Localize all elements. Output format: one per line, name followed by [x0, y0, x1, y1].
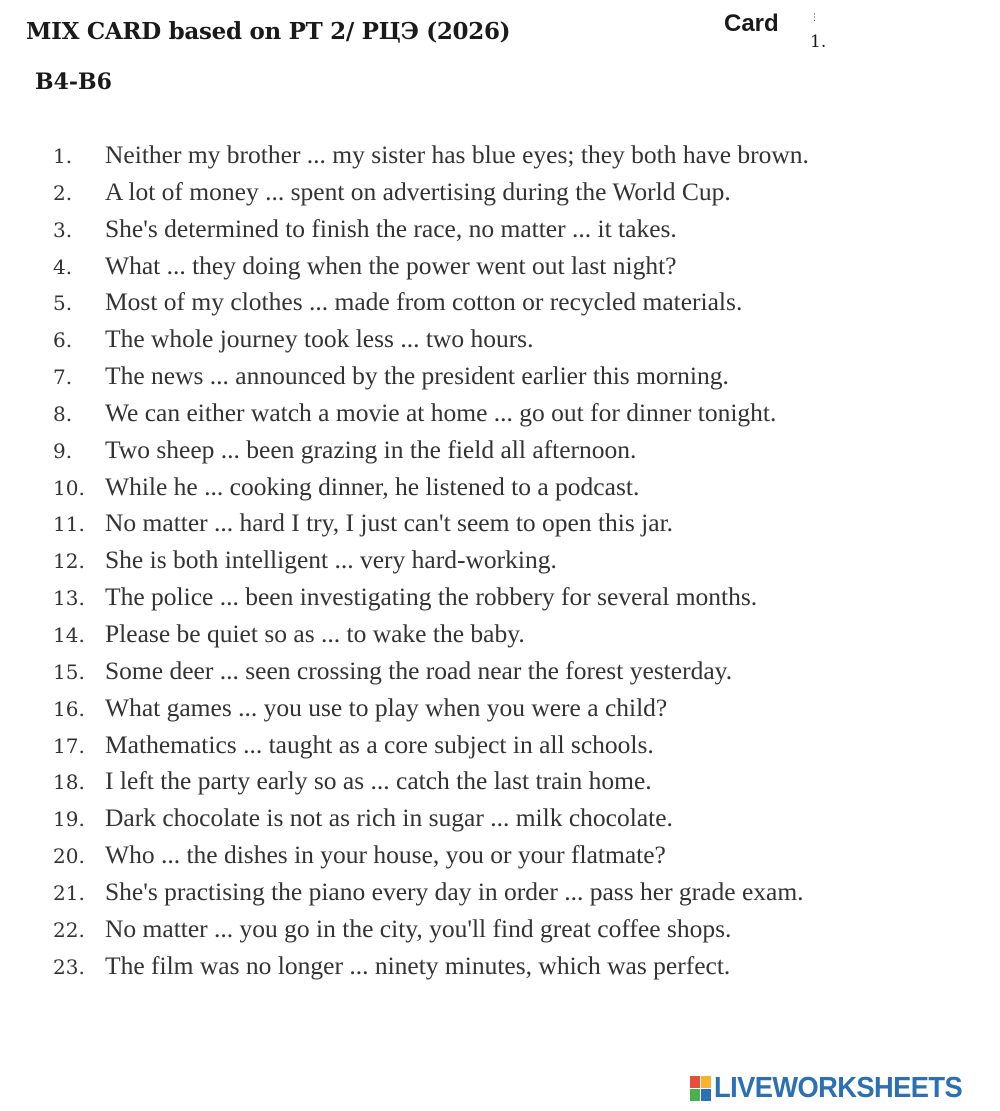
question-item — [0, 951, 1000, 988]
question-number: 12. — [53, 549, 85, 574]
question-text: We can either watch a movie at home ... go out for dinner tonight. — [105, 397, 777, 427]
question-list — [0, 140, 1000, 987]
question-item — [0, 914, 1000, 951]
question-number: 17. — [53, 733, 85, 758]
card-label: Card — [724, 10, 779, 37]
question-item — [0, 840, 1000, 877]
question-text: Mathematics ... taught as a core subject in all schools. — [105, 729, 654, 759]
question-text: Neither my brother ... my sister has blue eyes; they both have brown. — [105, 140, 809, 169]
question-number: 9. — [53, 438, 73, 463]
question-text: The film was no longer ... ninety minutes, which was perfect. — [105, 950, 731, 980]
question-number: 14. — [53, 622, 85, 647]
question-number: 7. — [53, 365, 73, 390]
question-item — [0, 693, 1000, 730]
question-item — [0, 508, 1000, 545]
question-text: The police ... been investigating the robbery for several months. — [105, 582, 758, 612]
question-text: Most of my clothes ... made from cotton or recycled materials. — [105, 287, 743, 317]
question-item — [0, 214, 1000, 251]
question-item — [0, 803, 1000, 840]
question-number: 13. — [53, 586, 85, 611]
question-text: A lot of money ... spent on advertising during the World Cup. — [105, 176, 731, 206]
question-item — [0, 361, 1000, 398]
question-number: 10. — [53, 475, 85, 500]
question-item — [0, 766, 1000, 803]
question-text: I left the party early so as ... catch the last train home. — [105, 766, 652, 796]
question-text: Who ... the dishes in your house, you or your flatmate? — [105, 840, 666, 870]
card-marker-dots: ⋮ — [810, 13, 819, 23]
question-number: 4. — [53, 254, 73, 279]
question-item — [0, 545, 1000, 582]
question-item — [0, 140, 1000, 177]
question-number: 23. — [53, 954, 85, 979]
question-item — [0, 177, 1000, 214]
logo-block — [701, 1089, 711, 1101]
worksheet-subtitle: B4-B6 — [35, 69, 112, 95]
question-item — [0, 730, 1000, 767]
question-text: Some deer ... seen crossing the road near the forest yesterday. — [105, 655, 733, 685]
question-text: No matter ... hard I try, I just can't seem to open this jar. — [105, 508, 674, 538]
liveworksheets-logo — [690, 1072, 978, 1105]
question-number: 20. — [53, 844, 85, 869]
question-number: 1. — [53, 144, 73, 168]
question-item — [0, 435, 1000, 472]
question-number: 22. — [53, 917, 85, 942]
liveworksheets-logo-text: LIVEWORKSHEETS — [714, 1072, 963, 1104]
question-item — [0, 472, 1000, 509]
question-item — [0, 398, 1000, 435]
question-text: The whole journey took less ... two hours. — [105, 324, 534, 354]
question-number: 3. — [53, 217, 73, 242]
question-text: No matter ... you go in the city, you'll find great coffee shops. — [105, 913, 732, 943]
question-text: The news ... announced by the president earlier this morning. — [105, 361, 729, 391]
question-item — [0, 251, 1000, 288]
question-item — [0, 619, 1000, 656]
logo-block — [701, 1076, 711, 1088]
question-item — [0, 656, 1000, 693]
question-number: 21. — [53, 880, 85, 905]
question-text: Dark chocolate is not as rich in sugar ... milk chocolate. — [105, 803, 673, 833]
question-number: 15. — [53, 659, 85, 684]
question-item — [0, 877, 1000, 914]
question-number: 11. — [53, 512, 85, 537]
question-text: She is both intelligent ... very hard-working. — [105, 545, 557, 575]
question-text: While he ... cooking dinner, he listened to a podcast. — [105, 471, 640, 501]
question-text: What games ... you use to play when you were a child? — [105, 692, 668, 722]
question-number: 8. — [53, 401, 73, 426]
question-item — [0, 324, 1000, 361]
question-item — [0, 582, 1000, 619]
logo-block — [690, 1089, 700, 1101]
question-text: What ... they doing when the power went out last night? — [105, 250, 677, 280]
question-text: Two sheep ... been grazing in the field all afternoon. — [105, 434, 637, 464]
logo-block — [690, 1076, 700, 1088]
question-item — [0, 287, 1000, 324]
question-number: 6. — [53, 328, 73, 353]
question-number: 16. — [53, 696, 85, 721]
card-number: 1. — [810, 32, 827, 52]
question-number: 2. — [53, 180, 73, 205]
worksheet-title: MIX CARD based on РТ 2/ РЦЭ (2026) — [26, 18, 511, 45]
question-number: 18. — [53, 770, 85, 795]
question-text: She's determined to finish the race, no matter ... it takes. — [105, 213, 677, 243]
question-number: 5. — [53, 291, 73, 316]
question-number: 19. — [53, 807, 85, 832]
liveworksheets-logo-icon — [690, 1076, 711, 1101]
question-text: Please be quiet so as ... to wake the baby. — [105, 618, 525, 648]
question-text: She's practising the piano every day in order ... pass her grade exam. — [105, 876, 804, 906]
